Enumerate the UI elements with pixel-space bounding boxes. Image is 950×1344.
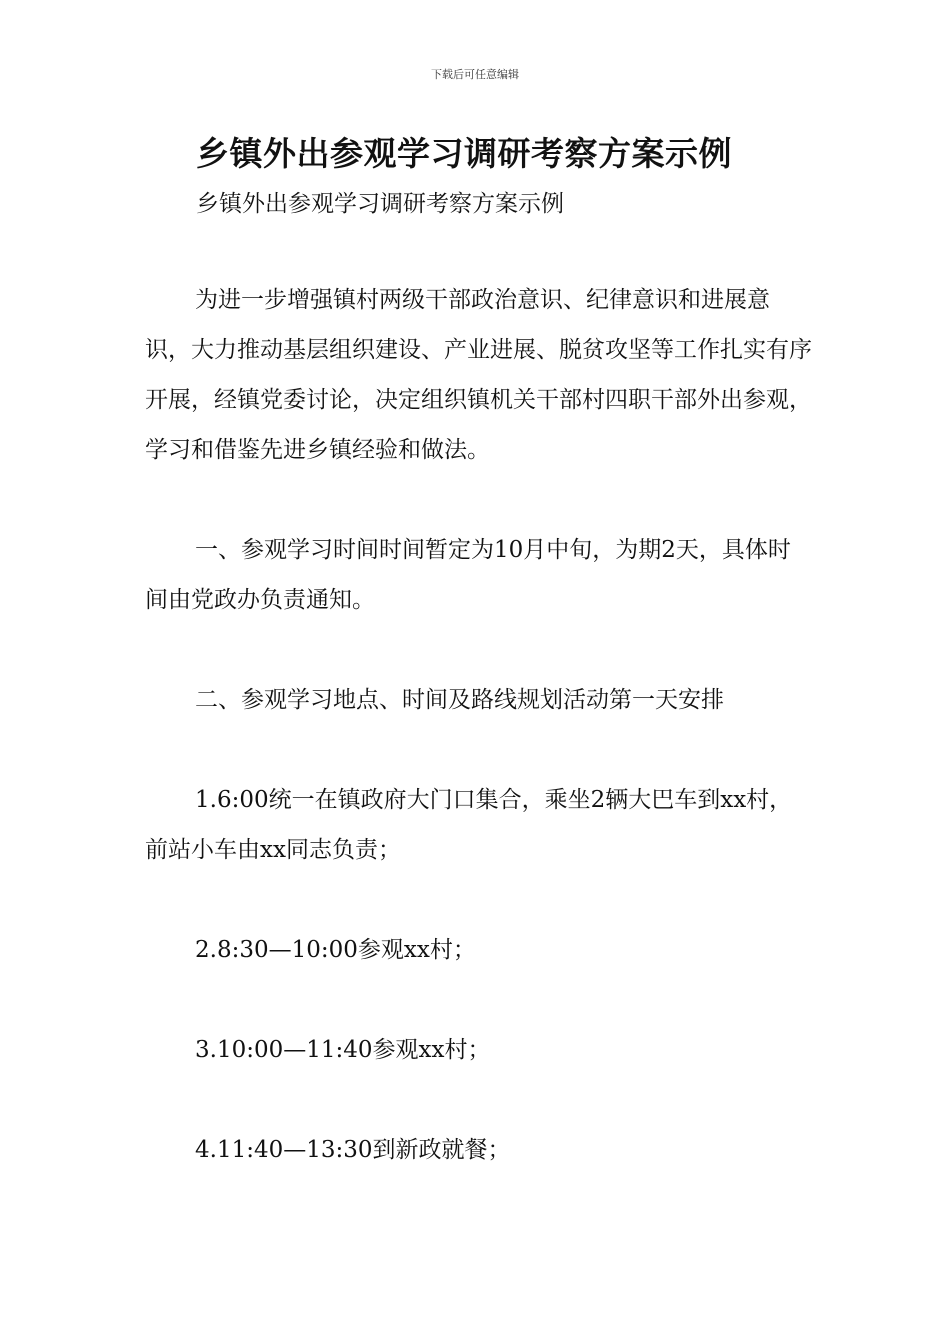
document-title: 乡镇外出参观学习调研考察方案示例 bbox=[196, 134, 732, 173]
document-subtitle: 乡镇外出参观学习调研考察方案示例 bbox=[196, 191, 564, 217]
schedule-item-2: 2.8:30—10:00参观xx村； bbox=[195, 937, 476, 963]
section-two-heading: 二、参观学习地点、时间及路线规划活动第一天安排 bbox=[195, 687, 724, 713]
header-note: 下载后可任意编辑 bbox=[431, 68, 519, 81]
intro-paragraph: 为进一步增强镇村两级干部政治意识、纪律意识和进展意识，大力推动基层组织建设、产业进展、脱贫攻坚等工作扎实有序开展，经镇党委讨论，决定组织镇机关干部村四职干部外出参观，学习和借鉴先进乡镇经验和做法。 bbox=[145, 287, 812, 463]
schedule-item-1: 1.6:00统一在镇政府大门口集合，乘坐2辆大巴车到xx村，前站小车由xx同志负责； bbox=[145, 787, 793, 863]
schedule-item-4: 4.11:40—13:30到新政就餐； bbox=[195, 1137, 511, 1163]
schedule-item-3: 3.10:00—11:40参观xx村； bbox=[195, 1037, 491, 1063]
section-one-paragraph: 一、参观学习时间时间暂定为10月中旬，为期2天，具体时间由党政办负责通知。 bbox=[145, 537, 791, 613]
